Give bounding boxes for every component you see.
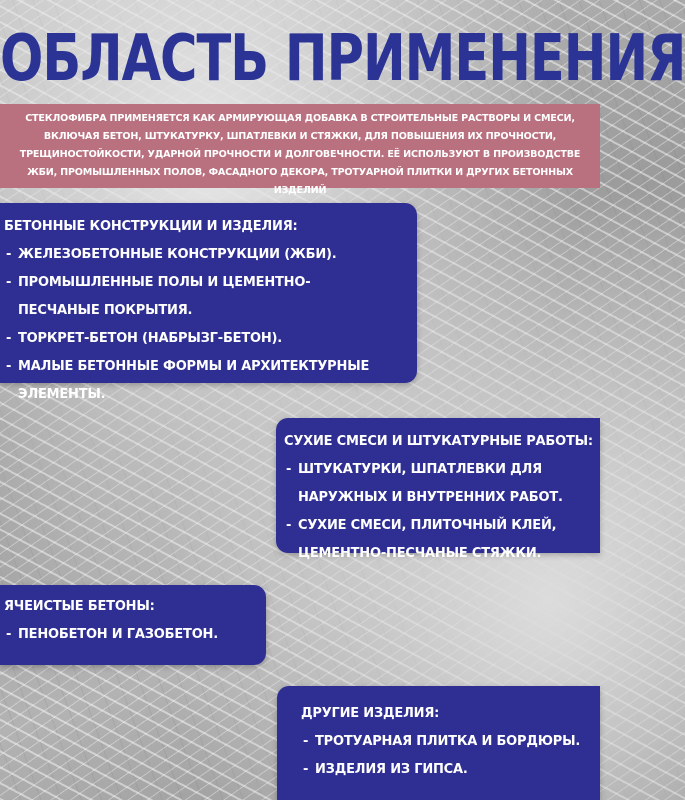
list-item: - ИЗДЕЛИЯ ИЗ ГИПСА.	[301, 756, 592, 784]
card-dry-mixes	[276, 418, 600, 561]
page-title: ОБЛАСТЬ ПРИМЕНЕНИЯ	[0, 22, 685, 97]
card-heading: ЯЧЕИСТЫЕ БЕТОНЫ:	[4, 599, 155, 614]
card-cellular-concrete	[0, 585, 266, 665]
card-heading: СУХИЕ СМЕСИ И ШТУКАТУРНЫЕ РАБОТЫ:	[284, 434, 593, 449]
card-list	[4, 241, 411, 409]
list-item: - ШТУКАТУРКИ, ШПАТЛЕВКИ ДЛЯ НАРУЖНЫХ И ВНУТРЕННИХ РАБОТ.	[284, 456, 592, 512]
card-heading: ДРУГИЕ ИЗДЕЛИЯ:	[301, 706, 440, 721]
list-item: - ПЕНОБЕТОН И ГАЗОБЕТОН.	[4, 621, 260, 649]
card-concrete-structures	[0, 203, 417, 402]
card-other-products	[277, 686, 600, 800]
card-list	[301, 728, 592, 784]
list-item: - ТОРКРЕТ-БЕТОН (НАБРЫЗГ-БЕТОН).	[4, 325, 411, 353]
card-list	[4, 621, 260, 649]
list-item: - ТРОТУАРНАЯ ПЛИТКА И БОРДЮРЫ.	[301, 728, 592, 756]
list-item: - ЖЕЛЕЗОБЕТОННЫЕ КОНСТРУКЦИИ (ЖБИ).	[4, 241, 411, 269]
card-list	[284, 456, 592, 568]
intro-text: СТЕКЛОФИБРА ПРИМЕНЯЕТСЯ КАК АРМИРУЮЩАЯ ДОБАВКА В СТРОИТЕЛЬНЫЕ РАСТВОРЫ И СМЕСИ, ВКЛЮЧАЯ БЕТОН, ШТУКАТУРКУ, ШПАТЛЕВКИ И СТЯЖКИ, ДЛЯ ПОВЫШЕНИЯ ИХ ПРОЧНОСТИ, ТРЕЩИНОСТОЙКОСТИ, УДАРНОЙ ПРОЧНОСТИ И ДОЛГОВЕЧНОСТИ. ЕЁ ИСПОЛЬЗУЮТ В ПРОИЗВОДСТВЕ ЖБИ, ПРОМЫШЛЕННЫХ ПОЛОВ, ФАСАДНОГО ДЕКОРА, ТРОТУАРНОЙ ПЛИТКИ И ДРУГИХ БЕТОННЫХ ИЗДЕЛИЙ	[0, 104, 600, 188]
list-item: - ПРОМЫШЛЕННЫЕ ПОЛЫ И ЦЕМЕНТНО-ПЕСЧАНЫЕ ПОКРЫТИЯ.	[4, 269, 358, 325]
list-item: - СУХИЕ СМЕСИ, ПЛИТОЧНЫЙ КЛЕЙ, ЦЕМЕНТНО-ПЕСЧАНЫЕ СТЯЖКИ.	[284, 512, 592, 568]
card-heading: БЕТОННЫЕ КОНСТРУКЦИИ И ИЗДЕЛИЯ:	[4, 219, 298, 234]
list-item: - МАЛЫЕ БЕТОННЫЕ ФОРМЫ И АРХИТЕКТУРНЫЕ ЭЛЕМЕНТЫ.	[4, 353, 411, 409]
